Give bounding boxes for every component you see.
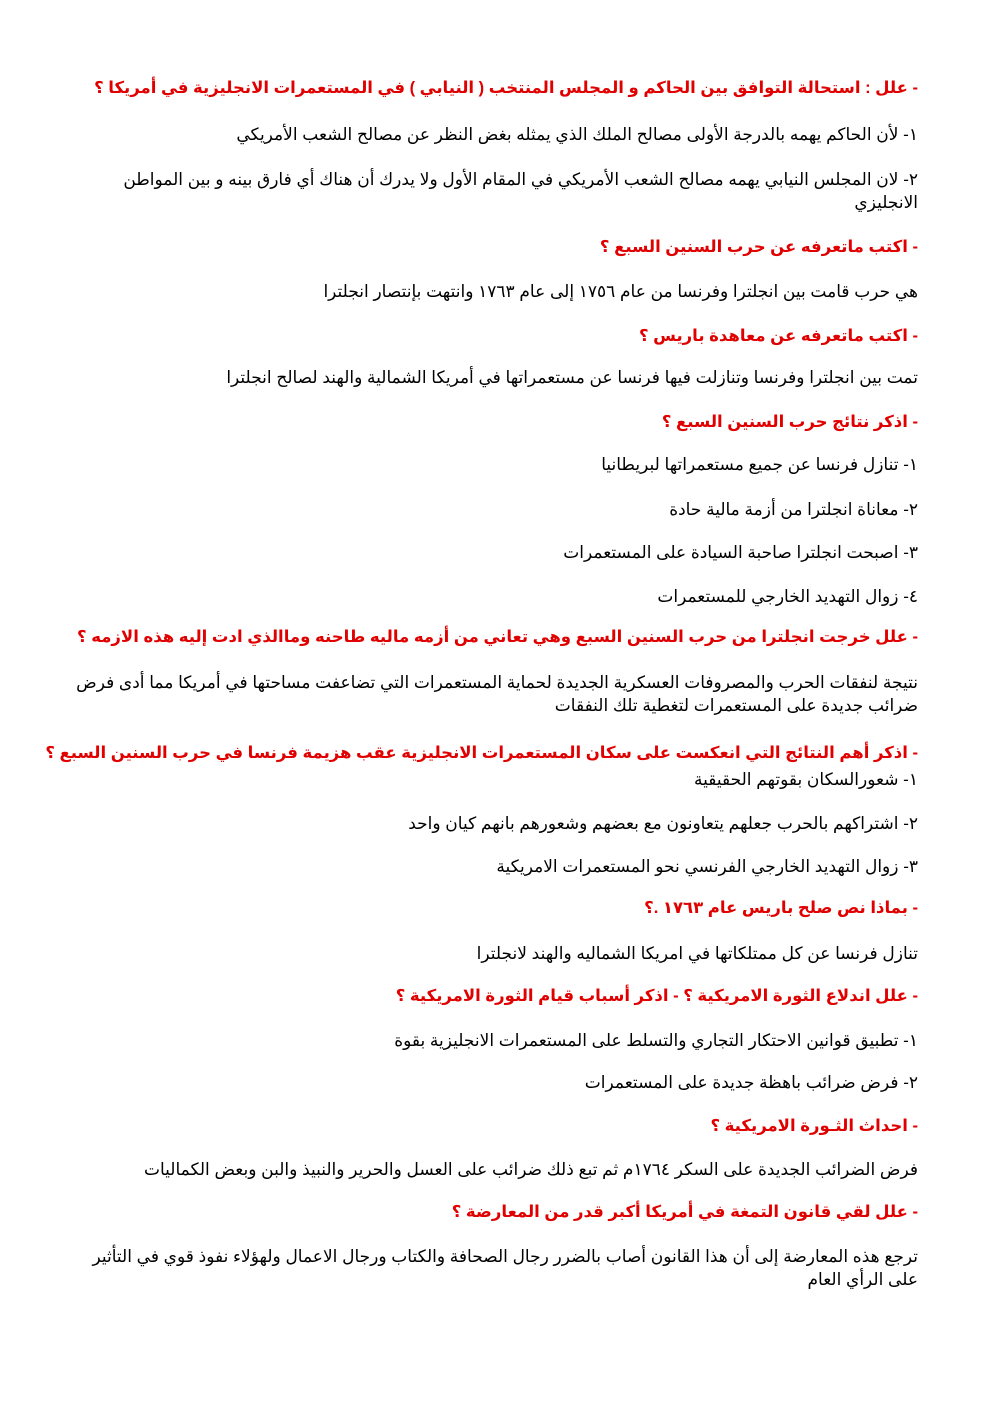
- question-heading: - علل خرجت انجلترا من حرب السنين السبع وهي تعاني من أزمه ماليه طاحنه وماالذي ادت إليه هذه الازمه ؟: [77, 627, 918, 646]
- answer-line: ٤- زوال التهديد الخارجي للمستعمرات: [657, 587, 918, 606]
- answer-line: ١- تنازل فرنسا عن جميع مستعمراتها لبريطانيا: [601, 455, 918, 474]
- answer-line: تمت بين انجلترا وفرنسا وتنازلت فيها فرنسا عن مستعمراتها في أمريكا الشمالية والهند لصالح انجلترا: [226, 368, 918, 387]
- answer-line: ١- لأن الحاكم يهمه بالدرجة الأولى مصالح الملك الذي يمثله بغض النظر عن مصالح الشعب الأمريكي: [236, 125, 918, 144]
- question-heading: - علل : استحالة التوافق بين الحاكم و المجلس المنتخب ( النيابي ) في المستعمرات الانجليزية في أمريكا ؟: [94, 78, 918, 97]
- answer-line: فرض الضرائب الجديدة على السكر ١٧٦٤م ثم تبع ذلك ضرائب على العسل والحرير والنبيذ والبن وبعض الكماليات: [143, 1160, 918, 1179]
- answer-line: ١- شعورالسكان بقوتهم الحقيقية: [694, 770, 918, 789]
- question-heading: - اذكر أهم النتائج التي انعكست على سكان المستعمرات الانجليزية عقب هزيمة فرنسا في حرب السنين السبع ؟: [45, 743, 918, 762]
- answer-line: ١- تطبيق قوانين الاحتكار التجاري والتسلط على المستعمرات الانجليزية بقوة: [394, 1031, 918, 1050]
- answer-line: ٣- اصبحت انجلترا صاحبة السيادة على المستعمرات: [563, 543, 918, 562]
- question-heading: - اكتب ماتعرفه عن حرب السنين السبع ؟: [599, 237, 918, 256]
- question-heading: - اكتب ماتعرفه عن معاهدة باريس ؟: [639, 326, 918, 345]
- answer-line: ترجع هذه المعارضة إلى أن هذا القانون أصاب بالضرر رجال الصحافة والكتاب ورجال الاعمال ولهؤلاء نفوذ قوي في التأثير على الرأي العام: [92, 1247, 918, 1289]
- answer-line: ٢- لان المجلس النيابي يهمه مصالح الشعب الأمريكي في المقام الأول ولا يدرك أن هناك أي فارق بينه و بين المواطن الانجليزي: [123, 170, 918, 212]
- answer-line: ٢- معاناة انجلترا من أزمة مالية حادة: [669, 500, 918, 519]
- answer-line: ٣- زوال التهديد الخارجي الفرنسي نحو المستعمرات الامريكية: [496, 857, 918, 876]
- question-heading: - احداث الثـورة الامريكية ؟: [710, 1116, 918, 1135]
- answer-line: ٢- فرض ضرائب باهظة جديدة على المستعمرات: [584, 1073, 918, 1092]
- answer-line: هي حرب قامت بين انجلترا وفرنسا من عام ١٧٥٦ إلى عام ١٧٦٣ وانتهت بإنتصار انجلترا: [323, 282, 918, 301]
- question-heading: - اذكر نتائج حرب السنين السبع ؟: [661, 412, 918, 431]
- answer-line: تنازل فرنسا عن كل ممتلكاتها في امريكا الشماليه والهند لانجلترا: [476, 944, 918, 963]
- question-heading: - بماذا نص صلح باريس عام ١٧٦٣ .؟: [644, 898, 918, 917]
- answer-line: نتيجة لنفقات الحرب والمصروفات العسكرية الجديدة لحماية المستعمرات التي تضاعفت مساحتها في أمريكا مما أدى فرض ضرائب جديدة على المستعمرات لتغطية تلك النفقات: [76, 673, 918, 715]
- question-heading: - علل اندلاع الثورة الامريكية ؟ - اذكر أسباب قيام الثورة الامريكية ؟: [395, 986, 918, 1005]
- answer-line: ٢- اشتراكهم بالحرب جعلهم يتعاونون مع بعضهم وشعورهم بانهم كيان واحد: [408, 814, 918, 833]
- question-heading: - علل لقي قانون التمغة في أمريكا أكبر قدر من المعارضة ؟: [451, 1202, 918, 1221]
